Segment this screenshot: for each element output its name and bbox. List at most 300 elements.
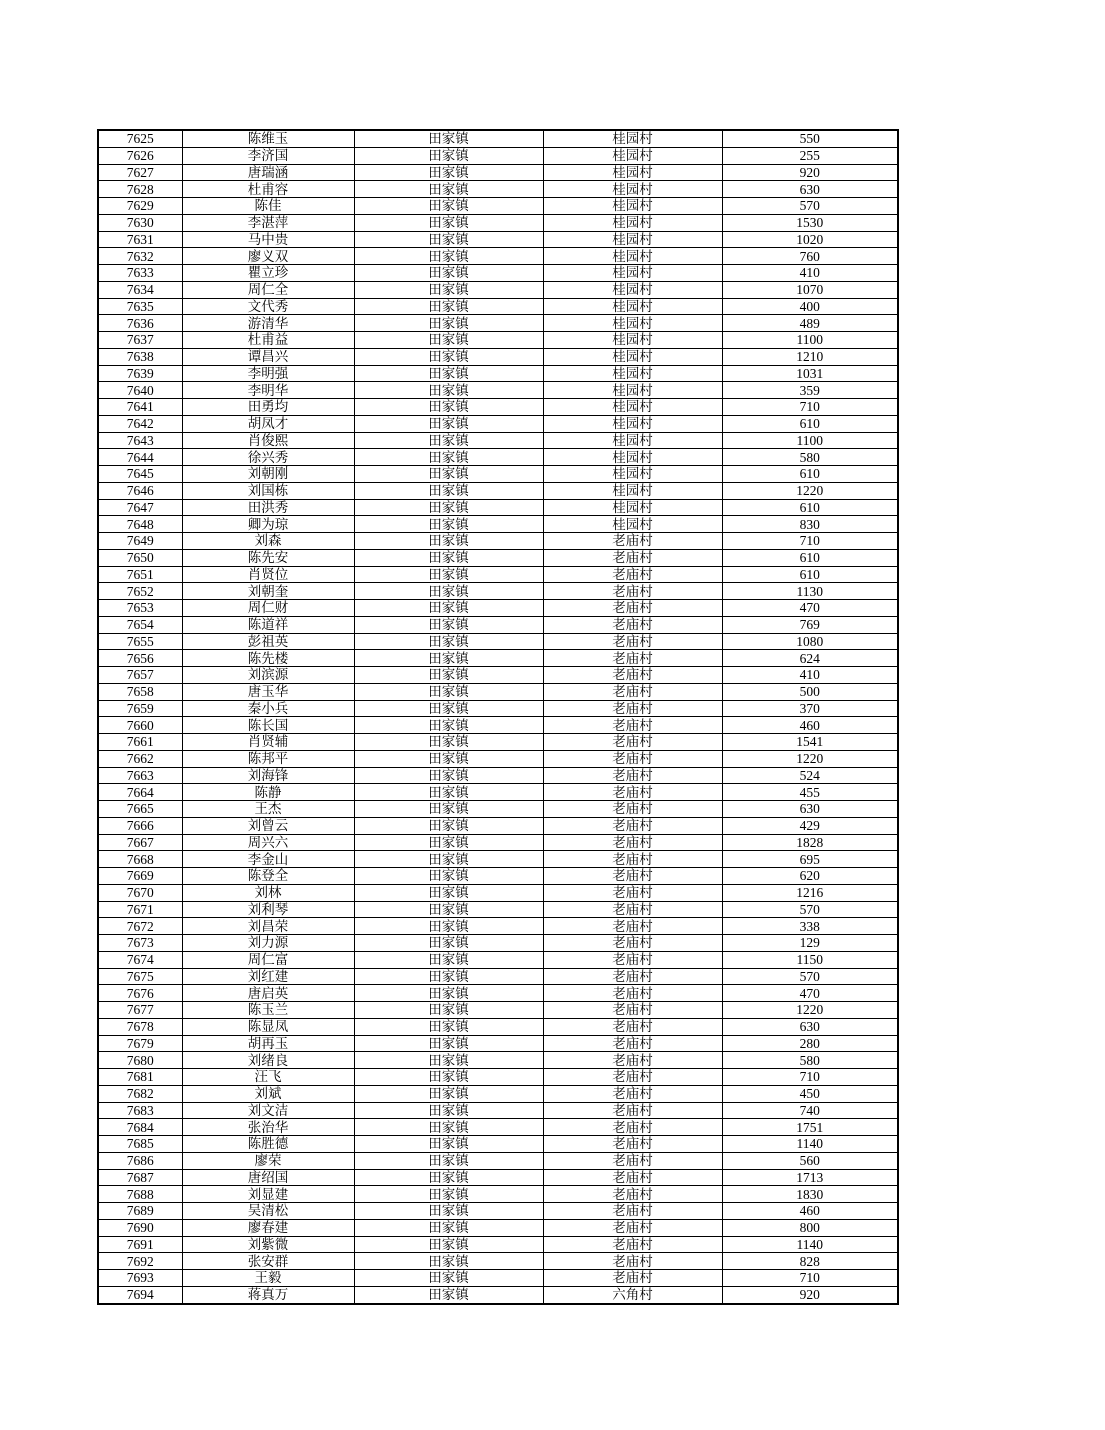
cell-village: 老庙村: [543, 616, 722, 633]
table-row: [98, 851, 898, 868]
cell-id: 7640: [98, 382, 182, 399]
cell-id: 7654: [98, 616, 182, 633]
cell-amount: 410: [722, 667, 898, 684]
table-row: [98, 181, 898, 198]
table-row: [98, 382, 898, 399]
cell-id: 7653: [98, 600, 182, 617]
cell-village: 桂园村: [543, 432, 722, 449]
cell-name: 田洪秀: [182, 499, 354, 516]
cell-amount: 1080: [722, 633, 898, 650]
cell-town: 田家镇: [354, 667, 543, 684]
table-row: [98, 265, 898, 282]
cell-id: 7643: [98, 432, 182, 449]
cell-village: 老庙村: [543, 566, 722, 583]
table-row: [98, 767, 898, 784]
cell-village: 桂园村: [543, 415, 722, 432]
cell-village: 老庙村: [543, 1085, 722, 1102]
cell-name: 刘国栋: [182, 482, 354, 499]
cell-amount: 610: [722, 466, 898, 483]
cell-town: 田家镇: [354, 549, 543, 566]
cell-amount: 1140: [722, 1136, 898, 1153]
table-row: [98, 1236, 898, 1253]
cell-id: 7670: [98, 884, 182, 901]
cell-name: 李明强: [182, 365, 354, 382]
cell-town: 田家镇: [354, 231, 543, 248]
cell-village: 老庙村: [543, 868, 722, 885]
table-row: [98, 951, 898, 968]
cell-amount: 570: [722, 901, 898, 918]
cell-village: 老庙村: [543, 717, 722, 734]
cell-town: 田家镇: [354, 198, 543, 215]
cell-id: 7637: [98, 332, 182, 349]
cell-name: 李济国: [182, 147, 354, 164]
cell-id: 7644: [98, 449, 182, 466]
cell-amount: 460: [722, 717, 898, 734]
cell-village: 老庙村: [543, 851, 722, 868]
cell-amount: 610: [722, 566, 898, 583]
table-row: [98, 1085, 898, 1102]
cell-id: 7673: [98, 935, 182, 952]
table-row: [98, 566, 898, 583]
cell-village: 桂园村: [543, 466, 722, 483]
cell-town: 田家镇: [354, 164, 543, 181]
cell-name: 刘文洁: [182, 1102, 354, 1119]
cell-name: 吴清松: [182, 1203, 354, 1220]
cell-village: 老庙村: [543, 985, 722, 1002]
cell-town: 田家镇: [354, 700, 543, 717]
cell-name: 陈静: [182, 784, 354, 801]
table-row: [98, 549, 898, 566]
data-table: [97, 129, 899, 1305]
cell-id: 7690: [98, 1219, 182, 1236]
table-row: [98, 968, 898, 985]
cell-name: 游清华: [182, 315, 354, 332]
table-row: [98, 130, 898, 147]
cell-town: 田家镇: [354, 382, 543, 399]
cell-town: 田家镇: [354, 265, 543, 282]
cell-name: 陈先楼: [182, 650, 354, 667]
cell-amount: 610: [722, 499, 898, 516]
cell-town: 田家镇: [354, 650, 543, 667]
cell-id: 7685: [98, 1136, 182, 1153]
cell-amount: 920: [722, 1286, 898, 1303]
cell-name: 文代秀: [182, 298, 354, 315]
cell-village: 老庙村: [543, 968, 722, 985]
cell-name: 廖义双: [182, 248, 354, 265]
cell-name: 陈道祥: [182, 616, 354, 633]
table-row: [98, 533, 898, 550]
table-row: [98, 633, 898, 650]
cell-village: 老庙村: [543, 834, 722, 851]
cell-name: 刘林: [182, 884, 354, 901]
cell-amount: 1216: [722, 884, 898, 901]
cell-id: 7652: [98, 583, 182, 600]
table-row: [98, 583, 898, 600]
cell-name: 廖春建: [182, 1219, 354, 1236]
cell-name: 陈维玉: [182, 130, 354, 147]
cell-town: 田家镇: [354, 1186, 543, 1203]
cell-village: 老庙村: [543, 549, 722, 566]
cell-town: 田家镇: [354, 583, 543, 600]
cell-name: 彭祖英: [182, 633, 354, 650]
cell-town: 田家镇: [354, 1102, 543, 1119]
table-row: [98, 1253, 898, 1270]
cell-id: 7669: [98, 868, 182, 885]
cell-town: 田家镇: [354, 332, 543, 349]
cell-amount: 500: [722, 683, 898, 700]
table-row: [98, 616, 898, 633]
cell-town: 田家镇: [354, 951, 543, 968]
cell-village: 桂园村: [543, 248, 722, 265]
cell-town: 田家镇: [354, 432, 543, 449]
cell-name: 唐玉华: [182, 683, 354, 700]
cell-name: 刘森: [182, 533, 354, 550]
cell-name: 陈胜德: [182, 1136, 354, 1153]
cell-amount: 570: [722, 198, 898, 215]
cell-town: 田家镇: [354, 1136, 543, 1153]
cell-id: 7692: [98, 1253, 182, 1270]
cell-amount: 830: [722, 516, 898, 533]
cell-village: 老庙村: [543, 935, 722, 952]
cell-id: 7671: [98, 901, 182, 918]
table-row: [98, 415, 898, 432]
cell-amount: 410: [722, 265, 898, 282]
cell-village: 老庙村: [543, 734, 722, 751]
table-row: [98, 365, 898, 382]
cell-village: 桂园村: [543, 315, 722, 332]
cell-name: 汪飞: [182, 1069, 354, 1086]
cell-id: 7684: [98, 1119, 182, 1136]
cell-id: 7633: [98, 265, 182, 282]
cell-id: 7681: [98, 1069, 182, 1086]
table-row: [98, 784, 898, 801]
table-row: [98, 935, 898, 952]
table-row: [98, 147, 898, 164]
cell-town: 田家镇: [354, 181, 543, 198]
cell-town: 田家镇: [354, 1035, 543, 1052]
cell-town: 田家镇: [354, 1236, 543, 1253]
cell-name: 卿为琼: [182, 516, 354, 533]
cell-amount: 1220: [722, 750, 898, 767]
table-row: [98, 717, 898, 734]
cell-id: 7656: [98, 650, 182, 667]
cell-town: 田家镇: [354, 717, 543, 734]
cell-town: 田家镇: [354, 130, 543, 147]
cell-id: 7638: [98, 348, 182, 365]
cell-town: 田家镇: [354, 298, 543, 315]
cell-town: 田家镇: [354, 1203, 543, 1220]
cell-id: 7631: [98, 231, 182, 248]
cell-name: 谭昌兴: [182, 348, 354, 365]
cell-id: 7645: [98, 466, 182, 483]
cell-name: 蒋真万: [182, 1286, 354, 1303]
cell-name: 刘显建: [182, 1186, 354, 1203]
cell-village: 老庙村: [543, 600, 722, 617]
cell-name: 刘绪良: [182, 1052, 354, 1069]
cell-id: 7664: [98, 784, 182, 801]
cell-town: 田家镇: [354, 1219, 543, 1236]
cell-id: 7677: [98, 1002, 182, 1019]
cell-name: 肖贤位: [182, 566, 354, 583]
cell-amount: 450: [722, 1085, 898, 1102]
cell-village: 老庙村: [543, 1035, 722, 1052]
cell-amount: 695: [722, 851, 898, 868]
cell-name: 刘朝刚: [182, 466, 354, 483]
cell-name: 刘曾云: [182, 817, 354, 834]
cell-amount: 828: [722, 1253, 898, 1270]
cell-name: 马中贵: [182, 231, 354, 248]
cell-name: 秦小兵: [182, 700, 354, 717]
cell-id: 7635: [98, 298, 182, 315]
cell-village: 老庙村: [543, 1219, 722, 1236]
cell-village: 桂园村: [543, 332, 722, 349]
cell-amount: 1130: [722, 583, 898, 600]
cell-id: 7667: [98, 834, 182, 851]
cell-amount: 129: [722, 935, 898, 952]
cell-town: 田家镇: [354, 1152, 543, 1169]
cell-amount: 800: [722, 1219, 898, 1236]
cell-village: 老庙村: [543, 1052, 722, 1069]
cell-amount: 370: [722, 700, 898, 717]
cell-town: 田家镇: [354, 750, 543, 767]
cell-amount: 630: [722, 181, 898, 198]
cell-id: 7649: [98, 533, 182, 550]
cell-town: 田家镇: [354, 214, 543, 231]
table-row: [98, 482, 898, 499]
cell-amount: 1830: [722, 1186, 898, 1203]
cell-name: 陈先安: [182, 549, 354, 566]
cell-town: 田家镇: [354, 533, 543, 550]
cell-town: 田家镇: [354, 767, 543, 784]
cell-amount: 1100: [722, 332, 898, 349]
cell-amount: 1220: [722, 482, 898, 499]
cell-village: 老庙村: [543, 1270, 722, 1287]
cell-name: 李金山: [182, 851, 354, 868]
cell-village: 桂园村: [543, 181, 722, 198]
cell-id: 7647: [98, 499, 182, 516]
table-row: [98, 214, 898, 231]
cell-village: 桂园村: [543, 231, 722, 248]
cell-amount: 1070: [722, 281, 898, 298]
cell-id: 7660: [98, 717, 182, 734]
cell-amount: 740: [722, 1102, 898, 1119]
cell-amount: 630: [722, 1018, 898, 1035]
cell-town: 田家镇: [354, 868, 543, 885]
cell-name: 刘海锋: [182, 767, 354, 784]
cell-town: 田家镇: [354, 449, 543, 466]
cell-village: 六角村: [543, 1286, 722, 1303]
table-row: [98, 1270, 898, 1287]
cell-town: 田家镇: [354, 466, 543, 483]
cell-town: 田家镇: [354, 968, 543, 985]
table-row: [98, 1219, 898, 1236]
table-row: [98, 817, 898, 834]
table-row: [98, 466, 898, 483]
cell-amount: 710: [722, 1069, 898, 1086]
cell-id: 7694: [98, 1286, 182, 1303]
cell-village: 老庙村: [543, 1152, 722, 1169]
cell-amount: 570: [722, 968, 898, 985]
cell-town: 田家镇: [354, 935, 543, 952]
cell-village: 老庙村: [543, 1102, 722, 1119]
cell-id: 7674: [98, 951, 182, 968]
cell-id: 7646: [98, 482, 182, 499]
cell-name: 陈登全: [182, 868, 354, 885]
table-row: [98, 1018, 898, 1035]
cell-town: 田家镇: [354, 1270, 543, 1287]
cell-name: 刘昌荣: [182, 918, 354, 935]
cell-id: 7686: [98, 1152, 182, 1169]
cell-village: 老庙村: [543, 583, 722, 600]
table-row: [98, 1069, 898, 1086]
cell-id: 7688: [98, 1186, 182, 1203]
table-row: [98, 315, 898, 332]
cell-id: 7630: [98, 214, 182, 231]
table-row: [98, 868, 898, 885]
cell-name: 肖贤辅: [182, 734, 354, 751]
cell-amount: 1220: [722, 1002, 898, 1019]
cell-name: 陈佳: [182, 198, 354, 215]
cell-name: 李湛萍: [182, 214, 354, 231]
cell-village: 老庙村: [543, 918, 722, 935]
cell-amount: 1541: [722, 734, 898, 751]
cell-amount: 429: [722, 817, 898, 834]
cell-id: 7676: [98, 985, 182, 1002]
table-row: [98, 432, 898, 449]
cell-village: 老庙村: [543, 784, 722, 801]
cell-village: 老庙村: [543, 1203, 722, 1220]
cell-name: 唐瑞涵: [182, 164, 354, 181]
cell-id: 7634: [98, 281, 182, 298]
cell-name: 刘红建: [182, 968, 354, 985]
cell-amount: 610: [722, 549, 898, 566]
cell-id: 7655: [98, 633, 182, 650]
cell-town: 田家镇: [354, 901, 543, 918]
table-row: [98, 198, 898, 215]
cell-amount: 710: [722, 533, 898, 550]
cell-town: 田家镇: [354, 884, 543, 901]
cell-town: 田家镇: [354, 566, 543, 583]
cell-amount: 338: [722, 918, 898, 935]
cell-town: 田家镇: [354, 817, 543, 834]
cell-town: 田家镇: [354, 683, 543, 700]
cell-amount: 524: [722, 767, 898, 784]
cell-id: 7651: [98, 566, 182, 583]
cell-village: 桂园村: [543, 382, 722, 399]
table-row: [98, 1169, 898, 1186]
cell-name: 胡再玉: [182, 1035, 354, 1052]
table-row: [98, 1119, 898, 1136]
cell-id: 7679: [98, 1035, 182, 1052]
cell-amount: 1100: [722, 432, 898, 449]
table-row: [98, 281, 898, 298]
cell-id: 7663: [98, 767, 182, 784]
cell-amount: 460: [722, 1203, 898, 1220]
cell-village: 桂园村: [543, 348, 722, 365]
cell-name: 刘斌: [182, 1085, 354, 1102]
table-row: [98, 248, 898, 265]
cell-village: 桂园村: [543, 449, 722, 466]
cell-id: 7675: [98, 968, 182, 985]
cell-village: 桂园村: [543, 147, 722, 164]
cell-amount: 760: [722, 248, 898, 265]
cell-amount: 1020: [722, 231, 898, 248]
cell-town: 田家镇: [354, 415, 543, 432]
cell-town: 田家镇: [354, 834, 543, 851]
table-row: [98, 750, 898, 767]
table-row: [98, 734, 898, 751]
cell-town: 田家镇: [354, 1253, 543, 1270]
cell-id: 7627: [98, 164, 182, 181]
cell-village: 桂园村: [543, 281, 722, 298]
cell-id: 7672: [98, 918, 182, 935]
cell-name: 周仁财: [182, 600, 354, 617]
cell-name: 周兴六: [182, 834, 354, 851]
cell-name: 张安群: [182, 1253, 354, 1270]
cell-name: 刘滨源: [182, 667, 354, 684]
cell-town: 田家镇: [354, 348, 543, 365]
cell-amount: 580: [722, 449, 898, 466]
cell-amount: 1140: [722, 1236, 898, 1253]
cell-village: 桂园村: [543, 399, 722, 416]
cell-amount: 1530: [722, 214, 898, 231]
table-row: [98, 1152, 898, 1169]
cell-village: 老庙村: [543, 1069, 722, 1086]
cell-village: 老庙村: [543, 1253, 722, 1270]
cell-id: 7636: [98, 315, 182, 332]
cell-amount: 470: [722, 600, 898, 617]
cell-name: 陈玉兰: [182, 1002, 354, 1019]
cell-village: 桂园村: [543, 265, 722, 282]
table-row: [98, 884, 898, 901]
cell-town: 田家镇: [354, 365, 543, 382]
cell-amount: 710: [722, 399, 898, 416]
cell-amount: 560: [722, 1152, 898, 1169]
cell-name: 李明华: [182, 382, 354, 399]
cell-id: 7680: [98, 1052, 182, 1069]
cell-id: 7629: [98, 198, 182, 215]
cell-id: 7691: [98, 1236, 182, 1253]
table-row: [98, 399, 898, 416]
cell-village: 老庙村: [543, 533, 722, 550]
cell-village: 老庙村: [543, 1136, 722, 1153]
table-row: [98, 901, 898, 918]
cell-name: 陈长国: [182, 717, 354, 734]
table-row: [98, 600, 898, 617]
table-row: [98, 683, 898, 700]
cell-village: 桂园村: [543, 516, 722, 533]
table-row: [98, 449, 898, 466]
cell-name: 刘朝奎: [182, 583, 354, 600]
table-row: [98, 1002, 898, 1019]
cell-name: 刘紫微: [182, 1236, 354, 1253]
cell-amount: 580: [722, 1052, 898, 1069]
cell-id: 7689: [98, 1203, 182, 1220]
table-row: [98, 332, 898, 349]
cell-village: 老庙村: [543, 767, 722, 784]
cell-name: 徐兴秀: [182, 449, 354, 466]
cell-amount: 710: [722, 1270, 898, 1287]
table-row: [98, 1052, 898, 1069]
cell-town: 田家镇: [354, 616, 543, 633]
cell-town: 田家镇: [354, 399, 543, 416]
cell-name: 瞿立珍: [182, 265, 354, 282]
cell-name: 唐绍国: [182, 1169, 354, 1186]
table-row: [98, 164, 898, 181]
cell-amount: 359: [722, 382, 898, 399]
cell-amount: 624: [722, 650, 898, 667]
cell-town: 田家镇: [354, 1052, 543, 1069]
